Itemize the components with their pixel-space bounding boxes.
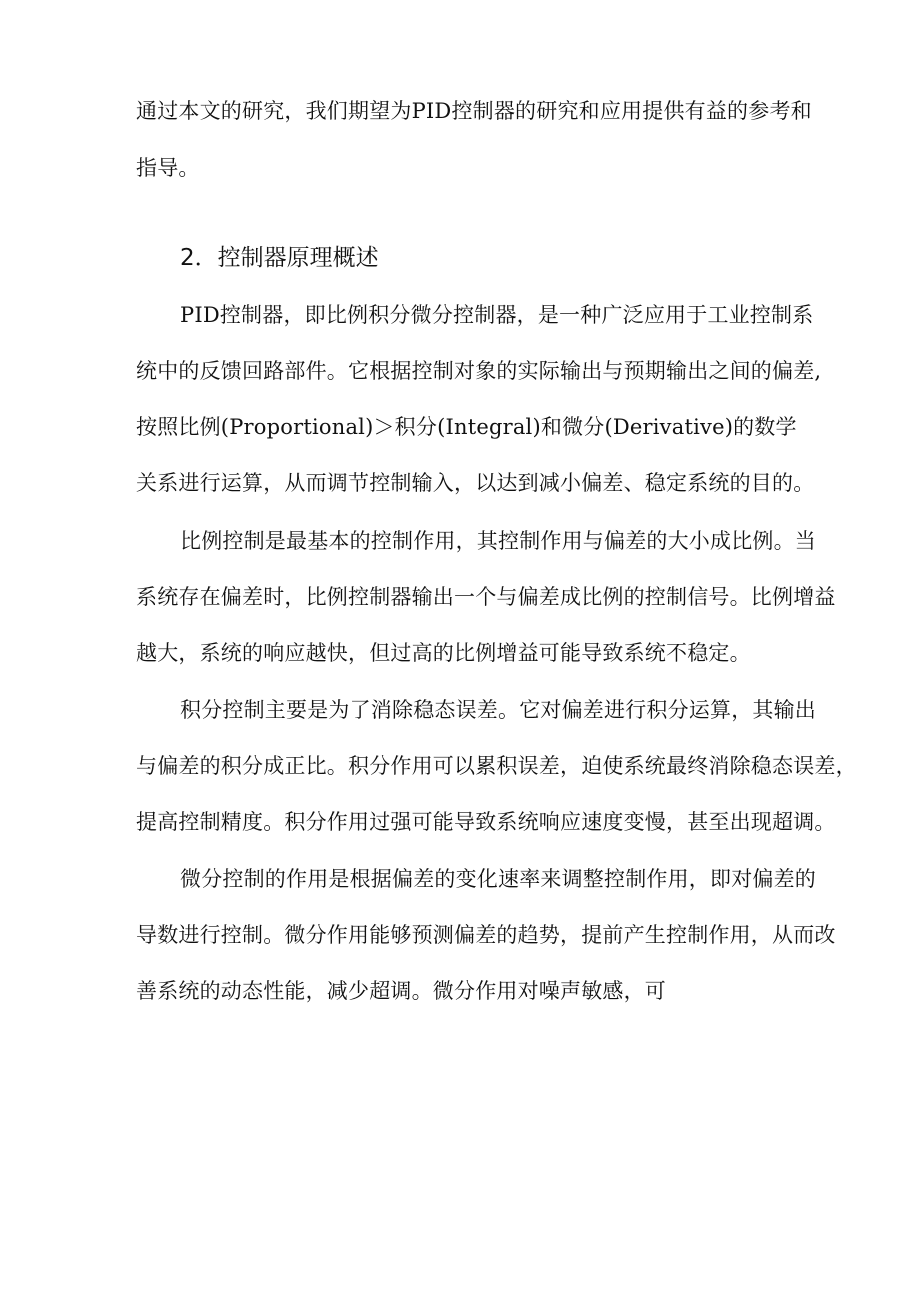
paragraph-2-line-3: 越大，系统的响应越快，但过高的比例增益可能导致系统不稳定。 bbox=[136, 641, 751, 665]
paragraph-1-line-3: 按照比例(Proportional)＞积分(Integral)和微分(Derivative)的数学 bbox=[136, 415, 797, 439]
paragraph-1-line-1: PID控制器，即比例积分微分控制器，是一种广泛应用于工业控制系 bbox=[180, 303, 814, 327]
intro-line-2: 指导。 bbox=[136, 156, 200, 180]
paragraph-3-line-1: 积分控制主要是为了消除稳态误差。它对偏差进行积分运算，其输出 bbox=[180, 698, 816, 722]
paragraph-4-line-2: 导数进行控制。微分作用能够预测偏差的趋势，提前产生控制作用，从而改 bbox=[136, 923, 836, 947]
section-heading: 2．控制器原理概述 bbox=[180, 245, 379, 271]
paragraph-2-line-1: 比例控制是最基本的控制作用，其控制作用与偏差的大小成比例。当 bbox=[180, 529, 816, 553]
paragraph-1-line-4: 关系进行运算，从而调节控制输入，以达到减小偏差、稳定系统的目的。 bbox=[136, 471, 815, 495]
paragraph-4-line-1: 微分控制的作用是根据偏差的变化速率来调整控制作用，即对偏差的 bbox=[180, 867, 816, 891]
paragraph-1-line-2: 统中的反馈回路部件。它根据控制对象的实际输出与预期输出之间的偏差, bbox=[136, 359, 822, 383]
paragraph-4-line-3: 善系统的动态性能，减少超调。微分作用对噪声敏感，可 bbox=[136, 979, 666, 1003]
intro-line-1: 通过本文的研究，我们期望为PID控制器的研究和应用提供有益的参考和 bbox=[136, 99, 812, 123]
paragraph-2-line-2: 系统存在偏差时，比例控制器输出一个与偏差成比例的控制信号。比例增益 bbox=[136, 585, 836, 609]
paragraph-3-line-3: 提高控制精度。积分作用过强可能导致系统响应速度变慢，甚至出现超调。 bbox=[136, 810, 836, 834]
paragraph-3-line-2: 与偏差的积分成正比。积分作用可以累积误差，迫使系统最终消除稳态误差， bbox=[136, 754, 857, 778]
